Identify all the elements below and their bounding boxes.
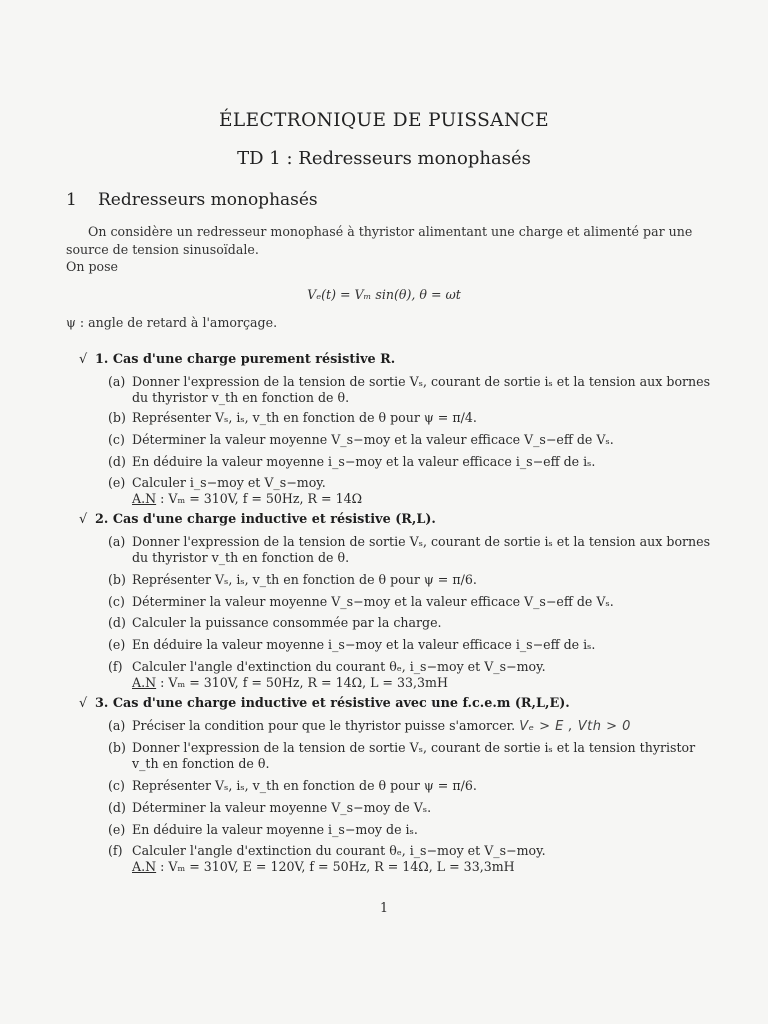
- question-title: Cas d'une charge inductive et résistive (R,L).: [112, 512, 436, 527]
- item-label: (a): [108, 534, 126, 549]
- handwritten-note: Vₑ > E , Vth > 0: [519, 719, 631, 734]
- intro-line-2: source de tension sinusoïdale.: [66, 242, 259, 257]
- check-mark: √: [79, 352, 88, 367]
- item-label: (f): [108, 659, 123, 674]
- item-text: Calculer l'angle d'extinction du courant θₑ, i_s−moy et V_s−moy.: [132, 659, 546, 674]
- item-label: (b): [108, 572, 126, 587]
- an-label: A.N: [132, 859, 157, 874]
- document-subtitle: TD 1 : Redresseurs monophasés: [237, 148, 531, 169]
- q2-item-a: [108, 534, 710, 549]
- item-label: (c): [108, 594, 125, 609]
- item-text: Déterminer la valeur moyenne V_s−moy et la valeur efficace V_s−eff de Vₛ.: [132, 594, 614, 609]
- q3-item-b-cont: v_th en fonction de θ.: [132, 756, 270, 771]
- q1-item-a-cont: du thyristor v_th en fonction de θ.: [132, 390, 350, 405]
- question-1-heading: [79, 352, 395, 367]
- item-text: Déterminer la valeur moyenne V_s−moy et la valeur efficace V_s−eff de Vₛ.: [132, 432, 614, 447]
- question-3-heading: [79, 696, 570, 711]
- item-label: (a): [108, 718, 126, 733]
- q1-numeric-application: [132, 491, 362, 506]
- an-label: A.N: [132, 491, 157, 506]
- item-label: (e): [108, 822, 126, 837]
- item-text: En déduire la valeur moyenne i_s−moy et la valeur efficace i_s−eff de iₛ.: [132, 637, 596, 652]
- an-label: A.N: [132, 675, 157, 690]
- question-number: 2.: [95, 512, 109, 527]
- item-text: Calculer l'angle d'extinction du courant θₑ, i_s−moy et V_s−moy.: [132, 843, 546, 858]
- q1-item-a: [108, 374, 710, 389]
- question-number: 1.: [95, 352, 109, 367]
- q2-item-c: [108, 594, 614, 609]
- item-text: Représenter Vₛ, iₛ, v_th en fonction de θ pour ψ = π/6.: [132, 572, 477, 587]
- item-label: (b): [108, 740, 126, 755]
- item-label: (d): [108, 615, 126, 630]
- section-title: Redresseurs monophasés: [98, 190, 318, 210]
- section-number: 1: [66, 190, 77, 210]
- item-text: En déduire la valeur moyenne i_s−moy et la valeur efficace i_s−eff de iₛ.: [132, 454, 596, 469]
- q2-item-a-cont: du thyristor v_th en fonction de θ.: [132, 550, 350, 565]
- intro-line-3: On pose: [66, 259, 118, 274]
- document-title: ÉLECTRONIQUE DE PUISSANCE: [219, 110, 549, 131]
- q3-item-e: [108, 822, 418, 837]
- q3-item-c: [108, 778, 477, 793]
- q2-item-f: [108, 659, 546, 674]
- item-text: Représenter Vₛ, iₛ, v_th en fonction de θ pour ψ = π/6.: [132, 778, 477, 793]
- check-mark: √: [79, 696, 88, 711]
- item-label: (a): [108, 374, 126, 389]
- item-text: Calculer la puissance consommée par la charge.: [132, 615, 442, 630]
- q1-item-b: [108, 410, 477, 425]
- item-label: (d): [108, 800, 126, 815]
- item-text: Donner l'expression de la tension de sortie Vₛ, courant de sortie iₛ et la tension aux bornes: [132, 374, 711, 389]
- item-label: (b): [108, 410, 126, 425]
- q3-item-b: [108, 740, 695, 755]
- equation: Vₑ(t) = Vₘ sin(θ), θ = ωt: [307, 287, 461, 302]
- an-values: : Vₘ = 310V, E = 120V, f = 50Hz, R = 14Ω, L = 33,3mH: [156, 859, 515, 874]
- item-text: Déterminer la valeur moyenne V_s−moy de Vₛ.: [132, 800, 432, 815]
- item-label: (d): [108, 454, 126, 469]
- q2-numeric-application: [132, 675, 448, 690]
- item-text: Donner l'expression de la tension de sortie Vₛ, courant de sortie iₛ et la tension aux bornes: [132, 534, 711, 549]
- question-title: Cas d'une charge purement résistive R.: [112, 352, 396, 367]
- item-label: (e): [108, 637, 126, 652]
- item-text: Calculer i_s−moy et V_s−moy.: [132, 475, 326, 490]
- item-text: En déduire la valeur moyenne i_s−moy de iₛ.: [132, 822, 418, 837]
- an-values: : Vₘ = 310V, f = 50Hz, R = 14Ω, L = 33,3mH: [156, 675, 448, 690]
- q2-item-b: [108, 572, 477, 587]
- item-text: Représenter Vₛ, iₛ, v_th en fonction de θ pour ψ = π/4.: [132, 410, 477, 425]
- section-heading: [66, 190, 318, 210]
- question-number: 3.: [95, 696, 109, 711]
- item-label: (c): [108, 432, 125, 447]
- item-label: (e): [108, 475, 126, 490]
- intro-line-1: On considère un redresseur monophasé à thyristor alimentant une charge et alimenté par une: [88, 224, 693, 239]
- q1-item-c: [108, 432, 614, 447]
- check-mark: √: [79, 512, 88, 527]
- q2-item-e: [108, 637, 595, 652]
- q3-item-d: [108, 800, 431, 815]
- an-values: : Vₘ = 310V, f = 50Hz, R = 14Ω: [156, 491, 363, 506]
- angle-definition: ψ : angle de retard à l'amorçage.: [66, 315, 278, 330]
- item-text: Préciser la condition pour que le thyristor puisse s'amorcer.: [132, 718, 516, 733]
- question-2-heading: [79, 512, 436, 527]
- q1-item-d: [108, 454, 595, 469]
- q2-item-d: [108, 615, 442, 630]
- q3-item-a: [108, 718, 631, 734]
- item-text: Donner l'expression de la tension de sortie Vₛ, courant de sortie iₛ et la tension thyristor: [132, 740, 696, 755]
- q3-numeric-application: [132, 859, 515, 874]
- page-number: 1: [379, 900, 388, 915]
- item-label: (c): [108, 778, 125, 793]
- question-title: Cas d'une charge inductive et résistive avec une f.c.e.m (R,L,E).: [112, 696, 570, 711]
- q3-item-f: [108, 843, 546, 858]
- q1-item-e: [108, 475, 326, 490]
- item-label: (f): [108, 843, 123, 858]
